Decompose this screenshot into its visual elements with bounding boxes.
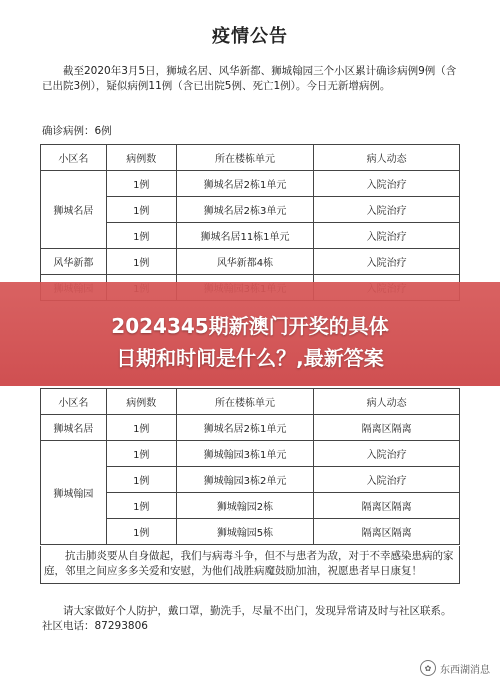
intro-paragraph: 截至2020年3月5日，狮城名居、风华新都、狮城翰园三个小区累计确诊病例9例（含已出院3例），疑似病例11例（含已出院5例、死亡1例）。今日无新增病例。 xyxy=(42,65,457,92)
district-cell: 狮城翰园 xyxy=(41,441,107,545)
count-cell: 1例 xyxy=(106,171,176,197)
footer-note: 请大家做好个人防护，戴口罩，勤洗手，尽量不出门，发现异常请及时与社区联系。社区电话：87293806 xyxy=(42,605,452,632)
header-unit: 所在楼栋单元 xyxy=(176,389,314,415)
header-count: 病例数 xyxy=(106,389,176,415)
unit-cell: 狮城翰园5栋 xyxy=(176,519,314,545)
unit-cell: 狮城名居2栋3单元 xyxy=(176,197,314,223)
status-cell: 入院治疗 xyxy=(314,249,460,275)
header-status: 病人动态 xyxy=(314,389,460,415)
count-cell: 1例 xyxy=(106,441,176,467)
status-cell: 入院治疗 xyxy=(314,223,460,249)
status-cell: 隔离区隔离 xyxy=(314,519,460,545)
count-cell: 1例 xyxy=(106,493,176,519)
count-cell: 1例 xyxy=(106,197,176,223)
confirmed-label: 确诊病例：6例 xyxy=(42,125,112,137)
suspected-table xyxy=(40,388,460,545)
count-cell: 1例 xyxy=(106,467,176,493)
watermark xyxy=(420,660,490,676)
confirmed-table xyxy=(40,144,460,301)
table-row xyxy=(41,441,460,467)
unit-cell: 风华新都4栋 xyxy=(176,249,314,275)
header-district: 小区名 xyxy=(41,389,107,415)
status-cell: 入院治疗 xyxy=(314,441,460,467)
count-cell: 1例 xyxy=(106,415,176,441)
page-title: 疫情公告 xyxy=(212,26,288,47)
wechat-icon: ✿ xyxy=(420,660,436,676)
table-row xyxy=(41,415,460,441)
notice-box: 抗击肺炎要从自身做起，我们与病毒斗争，但不与患者为敌，对于不幸感染患病的家庭，邻里之间应多多关爱和安慰，为他们战胜病魔鼓励加油，祝愿患者早日康复！ xyxy=(40,546,460,584)
banner-line-1: 2024345期新澳门开奖的具体 xyxy=(111,314,389,338)
header-count: 病例数 xyxy=(106,145,176,171)
count-cell: 1例 xyxy=(106,249,176,275)
table-header-row xyxy=(41,145,460,171)
unit-cell: 狮城翰园2栋 xyxy=(176,493,314,519)
banner-headline xyxy=(0,310,500,374)
header-unit: 所在楼栋单元 xyxy=(176,145,314,171)
table-row xyxy=(41,171,460,197)
district-cell: 狮城名居 xyxy=(41,415,107,441)
count-cell: 1例 xyxy=(106,223,176,249)
status-cell: 入院治疗 xyxy=(314,467,460,493)
unit-cell: 狮城名居2栋1单元 xyxy=(176,171,314,197)
status-cell: 入院治疗 xyxy=(314,197,460,223)
table-header-row xyxy=(41,389,460,415)
unit-cell: 狮城翰园3栋2单元 xyxy=(176,467,314,493)
status-cell: 入院治疗 xyxy=(314,171,460,197)
unit-cell: 狮城翰园3栋1单元 xyxy=(176,441,314,467)
header-district: 小区名 xyxy=(41,145,107,171)
district-cell: 风华新都 xyxy=(41,249,107,275)
table-row xyxy=(41,249,460,275)
watermark-text: 东西湖消息 xyxy=(440,664,490,676)
district-cell: 狮城名居 xyxy=(41,171,107,249)
unit-cell: 狮城名居11栋1单元 xyxy=(176,223,314,249)
count-cell: 1例 xyxy=(106,519,176,545)
status-cell: 隔离区隔离 xyxy=(314,493,460,519)
banner-line-2: 日期和时间是什么？,最新答案 xyxy=(116,346,384,370)
header-status: 病人动态 xyxy=(314,145,460,171)
unit-cell: 狮城名居2栋1单元 xyxy=(176,415,314,441)
status-cell: 隔离区隔离 xyxy=(314,415,460,441)
